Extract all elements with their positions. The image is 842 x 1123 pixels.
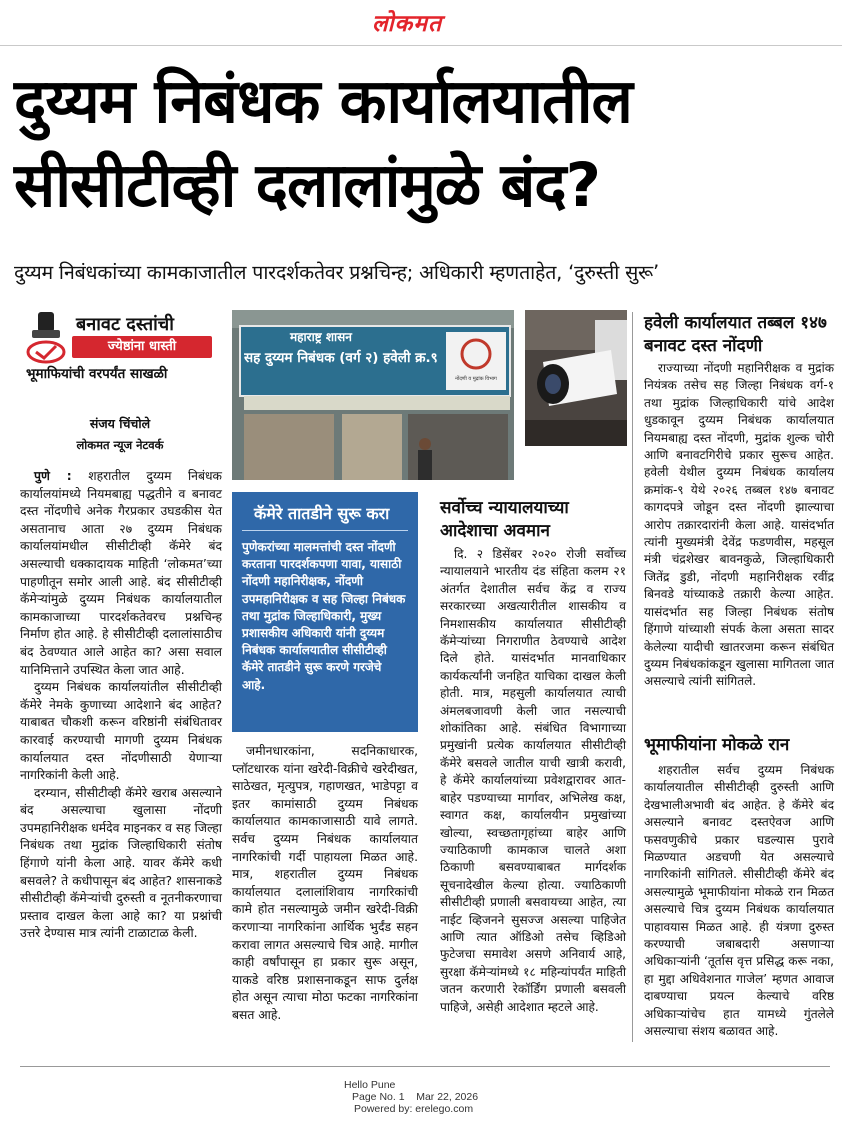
page-date: Page No. 1 Mar 22, 2026 [352,1091,479,1103]
article-paragraph: पुणे : शहरातील दुय्यम निबंधक कार्यालयांमध्ये नियमबाह्य पद्धतीने व बनावट दस्त नोंदणीचे अनेक गैरप्रकार उघडकीस येत असतानाच आता २७ दुय्यम निबंधक कार्यालयांमधील सीसीटीव्ही कॅमेरे बंद असल्याची धक्कादायक माहिती ‘लोकमत’च्या पाहणीतून समोर आली आहे. बंद सीसीटीव्ही कॅमेऱ्यांमुळे दुय्यम निबंधक कार्यालयातील कामकाजाच्या पारदर्शकतेवरच प्रश्नचिन्ह निर्माण होत आहे. हे सीसीटीव्ही दलालांसाठीच बंद ठेवण्यात आले आहेत का? असा सवाल यानिमित्ताने उपस्थित केला जात आहे. [20,469,222,677]
section-heading: भूमाफीयांना मोकळे रान [644,735,790,755]
author-org: लोकमत न्यूज नेटवर्क [76,438,164,452]
subheadline: दुय्यम निबंधकांच्या कामकाजातील पारदर्शकतेवर प्रश्नचिन्ह; अधिकारी म्हणताहेत, ‘दुरुस्ती सुरू’ [14,261,659,284]
info-box-title: कॅमेरे तातडीने सुरू करा [254,504,390,523]
sign-top-text: महाराष्ट्र शासन [290,330,352,344]
footer-rule [20,1066,830,1067]
section-heading: हवेली कार्यालयात तब्बल १४७ बनावट दस्त नोंदणी [644,313,827,356]
series-subtitle: भूमाफियांची वरपर्यंत साखळी [26,366,168,382]
series-title: बनावट दस्तांची [76,314,174,335]
office-sign-photo [232,310,514,480]
article-column-1 [20,468,222,943]
article-paragraph: दुय्यम निबंधक कार्यालयांतील सीसीटीव्ही कॅमेरे नेमके कुणाच्या आदेशाने बंद आहेत? याबाबत चौकशी करून वरिष्ठांनी संबंधितावर कारवाई करण्याची मागणी दुय्यम निबंधक कार्यालयात दस्त नोंदणीसाठी येणाऱ्या नागरिकांनी केली आहे. [20,680,222,783]
sign-main-text: सह दुय्यम निबंधक (वर्ग २) हवेली क्र.९ [244,350,438,366]
rubber-stamp-icon [24,312,68,364]
article-column-3 [440,546,626,1016]
article-paragraph: जमीनधारकांना, सदनिकाधारक, प्लॉटधारक यांना खरेदी-विक्रीचे खरेदीखत, साठेखत, मृत्युपत्र, गहाणखत, भाडेपट्टा व इतर कामांसाठी दुय्यम निबंधक कार्यालयात कामकाजासाठी यावे लागते. सर्वच दुय्यम निबंधक कार्यालयात नागरिकांची गर्दी पाहायला मिळत आहे. मात्र, शहरातील दुय्यम निबंधक कार्यालयात दलालांशिवाय नागरिकांची कामे होत नसल्यामुळे जमीन खरेदी-विक्री करणाऱ्या नागरिकांना आर्थिक भुर्दंड सहन करावा लागत असल्याचे चित्र आहे. मागील काही वर्षांपासून हा प्रकार सुरू असून, याकडे वरिष्ठ प्रशासनाकडून साफ दुर्लक्ष होत असून त्याचा मोठा फटका नागरिकांना बसत आहे. [232,744,418,1022]
info-box-text: पुणेकरांच्या मालमत्तांची दस्त नोंदणी करताना पारदर्शकपणा यावा, यासाठी नोंदणी महानिरीक्षक, नोंदणी उपमहानिरीक्षक व सह जिल्हा निबंधक तथा मुद्रांक जिल्हाधिकारी, मुख्य प्रशासकीय अधिकारी यांनी दुय्यम निबंधक कार्यालयातील सीसीटीव्ही कॅमेरे तातडीने सुरू करणे गरजेचे आहे. [242,540,406,692]
article-column-4-top [644,360,834,691]
sign-small-text: नोंदणी व मुद्रांक विभाग [455,376,497,382]
headline: दुय्यम निबंधक कार्यालयातील सीसीटीव्ही दलालांमुळे बंद? [14,66,632,221]
series-logo [24,312,216,382]
column-divider [632,312,633,1042]
info-box-divider [242,530,408,531]
page-footer [342,1079,502,1115]
article-paragraph: दि. २ डिसेंबर २०२० रोजी सर्वोच्च न्यायालयाने भारतीय दंड संहिता कलम २१ अंतर्गत देशातील सर्वच केंद्र व राज्य सरकारच्या अखत्यारीतील शासकीय व निमशासकीय कार्यालयात सीसीटीव्ही कॅमेऱ्यांच्या निगराणीत ठेवण्याचे आदेश दिले होते. यासंदर्भात मानवाधिकार कार्यकर्त्यांनी जनहित याचिका दाखल केली होती. मात्र, महसुली कार्यालयात त्याची अंमलबजावणी केली जात नसल्याची शोकांतिका आहे. संबंधित विभागाच्या प्रमुखांनी प्रत्येक कार्यालयात सीसीटीव्ही कॅमेरे बसवले जातील याची खात्री करावी, हे कॅमेरे कार्यालयांच्या प्रवेशद्वारावर आत-बाहेर पडण्याच्या मार्गावर, अभिलेख कक्ष, स्वागत कक्ष, कार्यालयीन प्रमुखांच्या खोल्या, स्वच्छतागृहांच्या बाहेर आणि ज्याठिकाणी कामकाज चालते अशा ठिकाणी बसवण्याबाबत मार्गदर्शक सूचनादेखील केल्या होत्या. ज्याठिकाणी सीसीटीव्ही प्रणाली बसवायच्या आहेत, त्या नाईट व्हिजनने सुसज्ज असल्या पाहिजेत आणि त्यात ऑडिओ तसेच व्हिडिओ फुटेजचा समावेश असणे अनिवार्य आहे, सुरक्षा कॅमेऱ्यांमध्ये १८ महिन्यांपर्यंत माहिती जतन करणारी रेकॉर्डिंग प्रणाली बसवली पाहिजे, असेही आदेशात म्हटले आहे. [440,547,626,1014]
article-paragraph: राज्याच्या नोंदणी महानिरीक्षक व मुद्रांक नियंत्रक तसेच सह जिल्हा निबंधक वर्ग-१ तथा मुद्रांक जिल्हाधिकारी यांचे आदेश धुडकावून दुय्यम निबंधक कार्यालयात नियमबाह्य दस्त नोंदणी, मुद्रांक शुल्क चोरी आणि बनावटगिरीचे प्रकार सुरूच आहेत. हवेली येथील दुय्यम निबंधक कार्यालय क्रमांक-९ येथे २०२६ तब्बल १४७ बनावट कागदपत्रे जोडून दस्त नोंदणी झाल्याचा आरोप तक्रारदारांनी केला आहे. यासंदर्भात त्यांनी मुख्यमंत्री देवेंद्र फडणवीस, महसूल मंत्री चंद्रशेखर बावनकुळे, जिल्हाधिकारी जितेंद्र डुडी, नोंदणी महानिरीक्षक रवींद्र बिनवडे यांच्याकडे तक्रारी केल्या आहेत. यासंदर्भात सह जिल्हा निबंधक संतोष हिंगाणे यांच्याशी संपर्क केला असता सादर केलेल्या यादीची खातरजमा करून संबंधित दुय्यम निबंधकांकडून खुलासा मागितला जात असल्याचे त्यांनी सांगितले. [644,361,834,689]
author-name: संजय चिंचोले [89,416,151,431]
powered-by: Powered by: erelego.com [354,1103,474,1115]
edition-name: Hello Pune [344,1079,396,1091]
article-paragraph: शहरातील सर्वच दुय्यम निबंधक कार्यालयातील सीसीटीव्ही दुरुस्ती आणि देखभालीअभावी बंद आहेत. हे कॅमेरे बंद असल्याने बनावट दस्तऐवज आणि फसवणुकीचे प्रकार घडल्यास पुरावे मिळण्यात अडचणी येत असल्याचे नागरिकांनी सांगितले. सीसीटीव्ही कॅमेरे बंद असल्यामुळे भूमाफीयांना मोकळे रान मिळत असल्याचे चित्र दुय्यम निबंधक कार्यालयात पाहावयास मिळत आहे. ही यंत्रणा दुरुस्त करण्याची जबाबदारी असणाऱ्या अधिकाऱ्यांनी ‘तूर्तास वृत्त प्रसिद्ध करू नका, हा मुद्दा अधिवेशनात गाजेल’ म्हणत आवाज दाबण्याचा प्रयत्न केल्याचे वरिष्ठ अधिकाऱ्यांचेच हात यामध्ये गुंतलेले असल्याचा संशय बळावत आहे. [644,763,834,1039]
article-paragraph: दरम्यान, सीसीटीव्ही कॅमेरे खराब असल्याने बंद असल्याचा खुलासा नोंदणी उपमहानिरीक्षक धर्मदेव माइनकर व सह जिल्हा निबंधक तथा मुद्रांक जिल्हाधिकारी संतोष हिंगाणे यांनी केला आहे. यावर कॅमेरे कधी बसवले? ते कधीपासून बंद आहेत? शासनाकडे सीसीटीव्ही कॅमेऱ्यांची दुरुस्ती व नूतनीकरणाचा प्रस्ताव दाखल केला आहे का? या प्रश्नांची उत्तरे देण्यास मात्र त्यांनी टाळाटाळ केली. [20,785,222,941]
newspaper-logo: लोकमत [372,10,443,37]
dateline: पुणे : [34,469,72,483]
byline [24,415,216,453]
section-heading: सर्वोच्च न्यायालयाच्या आदेशाचा अवमान [440,498,569,541]
series-tag: ज्येष्ठांना धास्ती [72,336,212,358]
article-column-2 [232,743,418,1025]
masthead [0,0,842,46]
info-box [232,492,418,732]
cctv-camera-photo [525,310,627,446]
article-column-4-bottom [644,762,834,1041]
